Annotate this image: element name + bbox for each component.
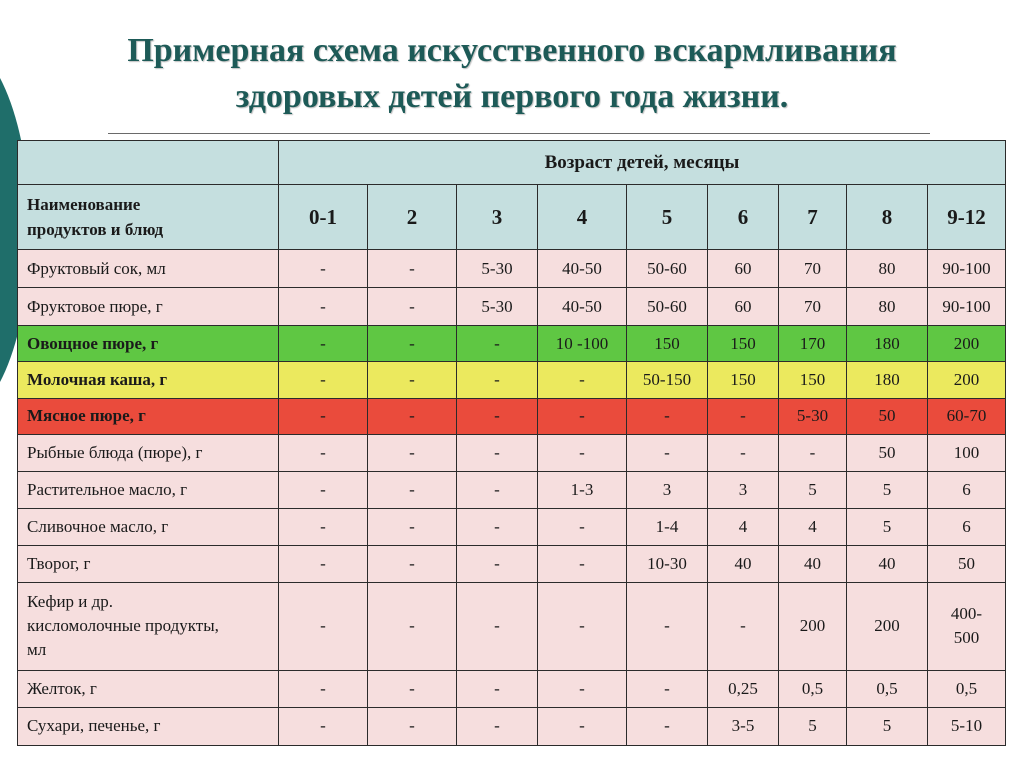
header-empty-cell	[18, 141, 279, 185]
value-cell: 50-60	[627, 288, 708, 326]
product-name-line: Желток, г	[27, 678, 97, 698]
value-cell: -	[457, 707, 538, 745]
table-row	[18, 508, 1006, 545]
product-name-line: Кефир и др.	[27, 592, 114, 612]
value-cell: 6	[928, 471, 1006, 508]
value-cell: -	[279, 583, 368, 670]
value-cell: -	[279, 288, 368, 326]
value-cell: -	[368, 288, 457, 326]
feeding-schedule-table	[17, 140, 1006, 746]
value-cell: -	[457, 326, 538, 362]
table-row	[18, 288, 1006, 326]
value-cell: -	[368, 508, 457, 545]
value-cell: 40-50	[538, 250, 627, 288]
value-cell: -	[368, 546, 457, 583]
value-cell: 3	[708, 471, 779, 508]
product-name-line: кисломолочные продукты,	[27, 616, 219, 636]
value-cell: -	[538, 583, 627, 670]
title-line-1: Примерная схема искусственного вскармливания	[127, 32, 897, 69]
value-cell: 90-100	[928, 250, 1006, 288]
value-cell: -	[279, 707, 368, 745]
value-cell: 0,25	[708, 670, 779, 707]
value-cell: 5	[847, 471, 928, 508]
value-cell: -	[368, 250, 457, 288]
value-cell: 1-4	[627, 508, 708, 545]
product-name-line: Фруктовое пюре, г	[27, 296, 163, 316]
product-name-line: Фруктовый сок, мл	[27, 258, 166, 278]
value-cell: -	[708, 398, 779, 434]
value-cell: 180	[847, 362, 928, 398]
value-cell: -	[708, 434, 779, 471]
value-cell: -	[368, 471, 457, 508]
table-row	[18, 546, 1006, 583]
value-cell: -	[538, 434, 627, 471]
value-cell: 200	[928, 326, 1006, 362]
value-cell: -	[627, 707, 708, 745]
table-row	[18, 670, 1006, 707]
value-cell: -	[279, 670, 368, 707]
table-row	[18, 707, 1006, 745]
value-cell: 80	[847, 288, 928, 326]
table-row	[18, 434, 1006, 471]
value-cell: 10 -100	[538, 326, 627, 362]
value-cell: -	[457, 398, 538, 434]
value-cell: -	[457, 546, 538, 583]
value-cell: -	[627, 670, 708, 707]
value-cell: 0,5	[779, 670, 847, 707]
value-cell: 60	[708, 288, 779, 326]
value-cell: 40-50	[538, 288, 627, 326]
value-cell: -	[368, 398, 457, 434]
table-row	[18, 326, 1006, 362]
product-name-line: Мясное пюре, г	[27, 406, 146, 426]
value-cell: -	[368, 434, 457, 471]
table-row	[18, 250, 1006, 288]
page-title	[40, 28, 984, 120]
product-name-line: Творог, г	[27, 554, 91, 574]
value-cell: 60-70	[928, 398, 1006, 434]
value-cell: -	[368, 707, 457, 745]
month-header: 9-12	[928, 185, 1006, 250]
value-cell: 60	[708, 250, 779, 288]
product-name-cell	[18, 362, 279, 398]
value-cell: -	[279, 471, 368, 508]
table-row	[18, 583, 1006, 670]
value-cell: 180	[847, 326, 928, 362]
value-cell: -	[457, 471, 538, 508]
product-name-cell	[18, 288, 279, 326]
value-cell: 5	[847, 508, 928, 545]
product-name-header	[18, 185, 279, 250]
value-cell: 5	[779, 707, 847, 745]
value-cell: 50	[847, 434, 928, 471]
product-name-cell	[18, 707, 279, 745]
value-cell: 50-150	[627, 362, 708, 398]
value-cell: 5	[779, 471, 847, 508]
value-cell: 200	[779, 583, 847, 670]
value-cell: 3	[627, 471, 708, 508]
value-cell: -	[627, 583, 708, 670]
month-header: 2	[368, 185, 457, 250]
value-cell: 4	[779, 508, 847, 545]
title-divider	[108, 133, 930, 134]
product-name-line: Сливочное масло, г	[27, 517, 169, 537]
value-cell: 50	[928, 546, 1006, 583]
product-name-cell	[18, 546, 279, 583]
table-row	[18, 362, 1006, 398]
value-cell: -	[368, 362, 457, 398]
product-name-cell	[18, 326, 279, 362]
month-header: 3	[457, 185, 538, 250]
value-cell: 150	[708, 326, 779, 362]
product-name-line: Растительное масло, г	[27, 479, 188, 499]
table-body	[18, 250, 1006, 746]
product-name-cell	[18, 670, 279, 707]
age-header: Возраст детей, месяцы	[279, 141, 1006, 185]
value-cell: -	[538, 670, 627, 707]
product-name-cell	[18, 250, 279, 288]
header-row-months	[18, 185, 1006, 250]
value-cell: 40	[779, 546, 847, 583]
product-name-line: Молочная каша, г	[27, 369, 168, 389]
product-name-cell	[18, 434, 279, 471]
value-cell: -	[279, 546, 368, 583]
value-cell: 5-10	[928, 707, 1006, 745]
value-cell: 150	[779, 362, 847, 398]
value-cell: -	[368, 670, 457, 707]
value-cell: 80	[847, 250, 928, 288]
product-name-line: мл	[27, 640, 47, 660]
product-name-cell	[18, 583, 279, 670]
product-name-cell	[18, 508, 279, 545]
product-name-line: Рыбные блюда (пюре), г	[27, 442, 203, 462]
month-header: 5	[627, 185, 708, 250]
value-cell: 40	[847, 546, 928, 583]
value-cell: 40	[708, 546, 779, 583]
value-cell: 5-30	[779, 398, 847, 434]
value-cell: -	[457, 583, 538, 670]
value-cell: 90-100	[928, 288, 1006, 326]
value-cell: 0,5	[928, 670, 1006, 707]
value-cell: -	[368, 326, 457, 362]
product-name-cell	[18, 471, 279, 508]
value-cell: -	[627, 434, 708, 471]
value-cell: -	[279, 508, 368, 545]
value-cell: -	[279, 326, 368, 362]
value-cell: -	[457, 508, 538, 545]
value-cell: -	[538, 546, 627, 583]
value-cell: 70	[779, 250, 847, 288]
value-cell: 150	[627, 326, 708, 362]
value-cell: -	[538, 707, 627, 745]
value-cell: -	[457, 670, 538, 707]
value-cell: 4	[708, 508, 779, 545]
table-row	[18, 398, 1006, 434]
product-name-header-line-2: продуктов и блюд	[27, 220, 164, 239]
month-header: 0-1	[279, 185, 368, 250]
value-cell: -	[538, 398, 627, 434]
month-header: 6	[708, 185, 779, 250]
value-cell: 6	[928, 508, 1006, 545]
value-cell: 200	[847, 583, 928, 670]
value-cell: 100	[928, 434, 1006, 471]
product-name-header-line-1: Наименование	[27, 195, 141, 214]
value-cell: -	[457, 362, 538, 398]
month-header: 8	[847, 185, 928, 250]
value-cell: -	[279, 434, 368, 471]
month-header: 4	[538, 185, 627, 250]
month-header: 7	[779, 185, 847, 250]
value-cell: 5	[847, 707, 928, 745]
value-cell: 50	[847, 398, 928, 434]
value-cell: -	[708, 583, 779, 670]
product-name-cell	[18, 398, 279, 434]
value-cell: 150	[708, 362, 779, 398]
value-cell: -	[538, 362, 627, 398]
value-cell: -	[279, 250, 368, 288]
value-cell: 170	[779, 326, 847, 362]
value-cell: -	[279, 362, 368, 398]
value-cell: 5-30	[457, 250, 538, 288]
value-cell: -	[538, 508, 627, 545]
value-cell: 50-60	[627, 250, 708, 288]
value-cell: -	[627, 398, 708, 434]
table-row	[18, 471, 1006, 508]
value-cell: 3-5	[708, 707, 779, 745]
value-cell: 400- 500	[928, 583, 1006, 670]
value-cell: -	[779, 434, 847, 471]
header-row-age	[18, 141, 1006, 185]
value-cell: -	[279, 398, 368, 434]
value-cell: 0,5	[847, 670, 928, 707]
value-cell: 1-3	[538, 471, 627, 508]
value-cell: -	[368, 583, 457, 670]
value-cell: 10-30	[627, 546, 708, 583]
value-cell: 200	[928, 362, 1006, 398]
product-name-line: Овощное пюре, г	[27, 333, 159, 353]
title-line-2: здоровых детей первого года жизни.	[235, 78, 789, 115]
value-cell: -	[457, 434, 538, 471]
product-name-line: Сухари, печенье, г	[27, 716, 161, 736]
value-cell: 70	[779, 288, 847, 326]
value-cell: 5-30	[457, 288, 538, 326]
